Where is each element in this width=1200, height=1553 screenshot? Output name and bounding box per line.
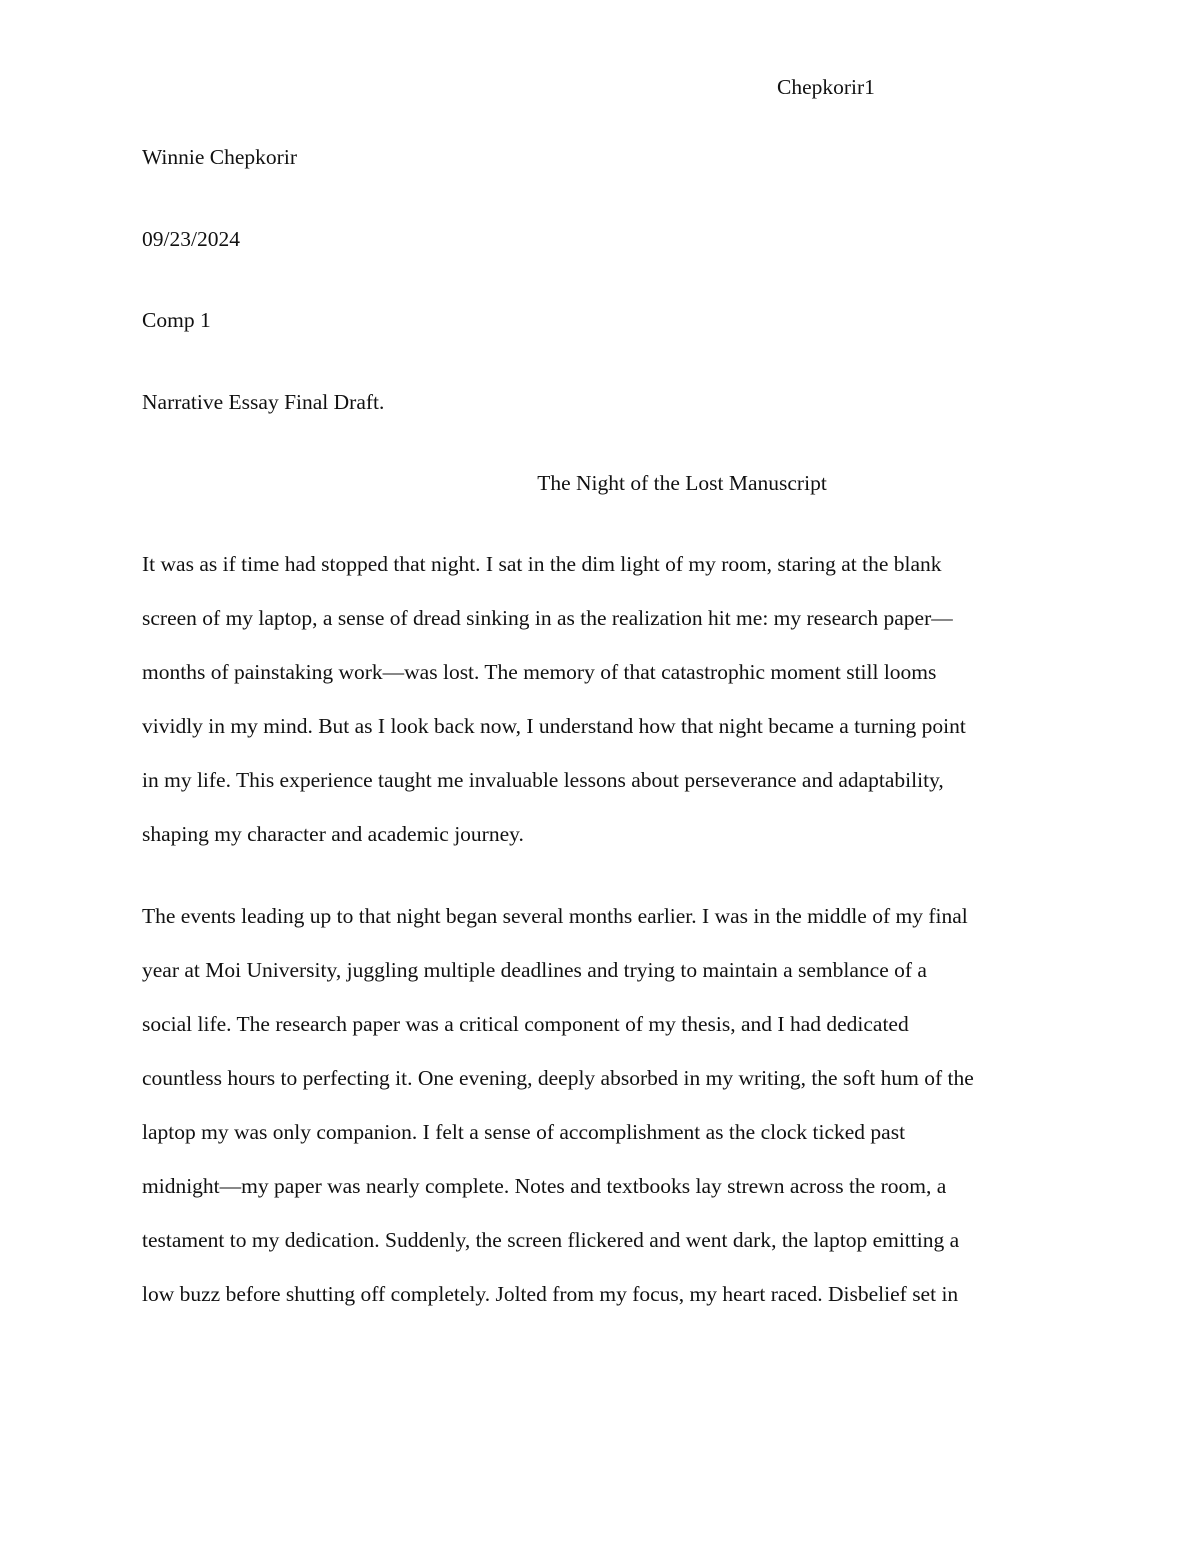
paragraph-line: in my life. This experience taught me invaluable lessons about perseverance and adaptability,	[142, 768, 944, 792]
paragraph-line: countless hours to perfecting it. One evening, deeply absorbed in my writing, the soft hum of the	[142, 1066, 974, 1090]
paragraph-line: shaping my character and academic journey.	[142, 822, 524, 846]
running-head: Chepkorir1	[777, 75, 875, 99]
paragraph-line: It was as if time had stopped that night. I sat in the dim light of my room, staring at the blank	[142, 552, 942, 576]
paragraph-line: laptop my was only companion. I felt a sense of accomplishment as the clock ticked past	[142, 1120, 906, 1144]
assignment-line: Narrative Essay Final Draft.	[142, 390, 385, 414]
paragraph-line: vividly in my mind. But as I look back now, I understand how that night became a turning point	[142, 714, 966, 738]
paragraph-line: year at Moi University, juggling multiple deadlines and trying to maintain a semblance of a	[142, 958, 927, 982]
paragraph-line: midnight—my paper was nearly complete. Notes and textbooks lay strewn across the room, a	[142, 1174, 947, 1198]
essay-title	[142, 470, 1200, 496]
date-line: 09/23/2024	[142, 227, 240, 251]
author-name: Winnie Chepkorir	[142, 145, 297, 169]
course-line: Comp 1	[142, 308, 211, 332]
paragraph-line: testament to my dedication. Suddenly, the screen flickered and went dark, the laptop emitting a	[142, 1228, 960, 1252]
paragraph-line: The events leading up to that night began several months earlier. I was in the middle of my final	[142, 904, 968, 928]
essay-title-text: The Night of the Lost Manuscript	[537, 471, 827, 495]
paragraph-line: months of painstaking work—was lost. The memory of that catastrophic moment still looms	[142, 660, 937, 684]
paragraph-line: social life. The research paper was a critical component of my thesis, and I had dedicated	[142, 1012, 909, 1036]
paragraph-line: low buzz before shutting off completely. Jolted from my focus, my heart raced. Disbelief set in	[142, 1282, 959, 1306]
paragraph-line: screen of my laptop, a sense of dread sinking in as the realization hit me: my research paper—	[142, 606, 953, 630]
